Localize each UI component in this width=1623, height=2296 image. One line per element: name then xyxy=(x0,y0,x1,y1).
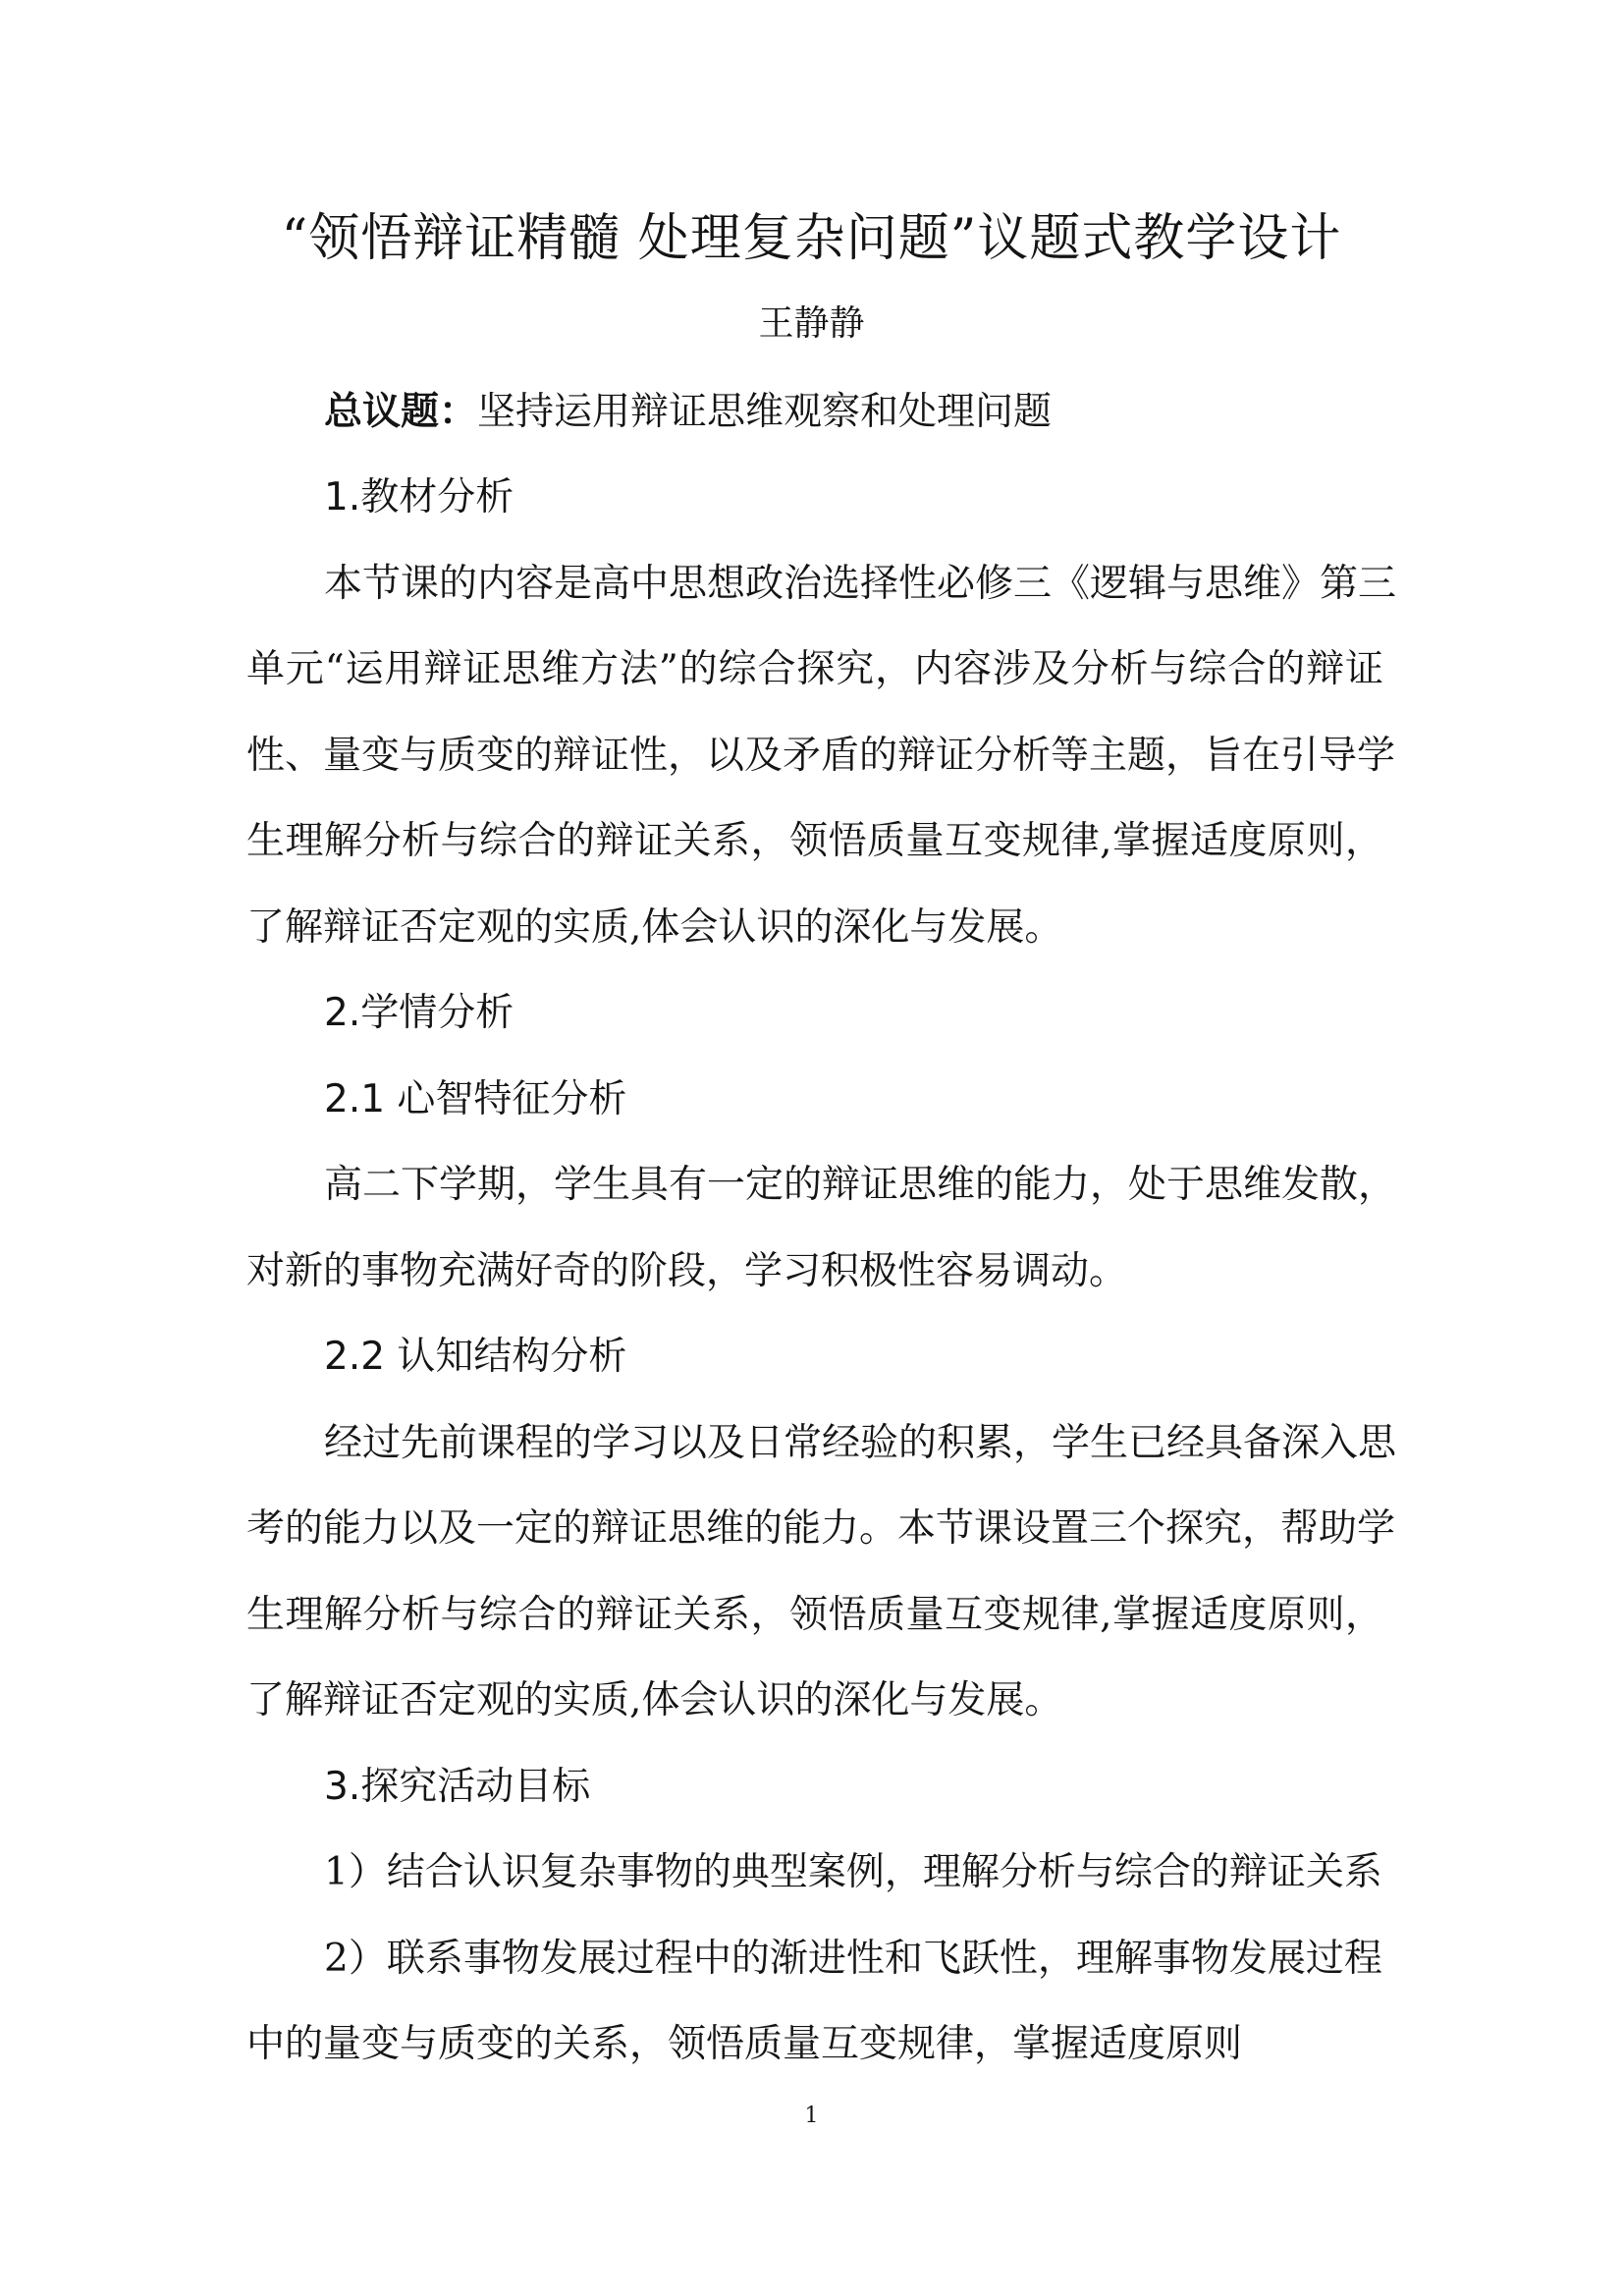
document-title: “领悟辩证精髓 处理复杂问题”议题式教学设计 xyxy=(281,209,1342,268)
topic-text: 坚持运用辩证思维观察和处理问题 xyxy=(477,390,1053,434)
paragraph-line: 对新的事物充满好奇的阶段，学习积极性容易调动。 xyxy=(246,1249,1128,1293)
paragraph-line: 考的能力以及一定的辩证思维的能力。本节课设置三个探究，帮助学 xyxy=(246,1506,1396,1551)
section-heading: 3.探究活动目标 xyxy=(324,1765,591,1809)
subsection-heading: 2.1 心智特征分析 xyxy=(324,1077,627,1121)
paragraph-line: 高二下学期，学生具有一定的辩证思维的能力，处于思维发散， xyxy=(324,1163,1397,1207)
author-name: 王静静 xyxy=(758,303,865,344)
paragraph-line: 生理解分析与综合的辩证关系，领悟质量互变规律,掌握适度原则， xyxy=(246,819,1383,863)
paragraph-line: 单元“运用辩证思维方法”的综合探究，内容涉及分析与综合的辩证 xyxy=(246,647,1383,691)
list-item: 2）联系事物发展过程中的渐进性和飞跃性，理解事物发展过程 xyxy=(324,1937,1382,1981)
paragraph-line: 本节课的内容是高中思想政治选择性必修三《逻辑与思维》第三 xyxy=(324,562,1397,606)
topic-line xyxy=(324,383,1052,442)
paragraph-line: 了解辩证否定观的实质,体会认识的深化与发展。 xyxy=(246,905,1063,950)
paragraph-line: 经过先前课程的学习以及日常经验的积累，学生已经具备深入思 xyxy=(324,1421,1397,1465)
list-item: 1）结合认识复杂事物的典型案例，理解分析与综合的辩证关系 xyxy=(324,1850,1382,1894)
page-number: 1 xyxy=(804,2104,819,2128)
paragraph-line: 了解辩证否定观的实质,体会认识的深化与发展。 xyxy=(246,1678,1063,1722)
paragraph-line: 生理解分析与综合的辩证关系，领悟质量互变规律,掌握适度原则， xyxy=(246,1593,1383,1637)
paragraph-line: 性、量变与质变的辩证性，以及矛盾的辩证分析等主题，旨在引导学 xyxy=(246,734,1396,778)
subsection-heading: 2.2 认知结构分析 xyxy=(324,1335,627,1379)
section-heading: 1.教材分析 xyxy=(324,475,514,519)
section-heading: 2.学情分析 xyxy=(324,991,514,1035)
list-item-continued: 中的量变与质变的关系，领悟质量互变规律，掌握适度原则 xyxy=(246,2022,1243,2066)
topic-label: 总议题： xyxy=(324,390,478,434)
